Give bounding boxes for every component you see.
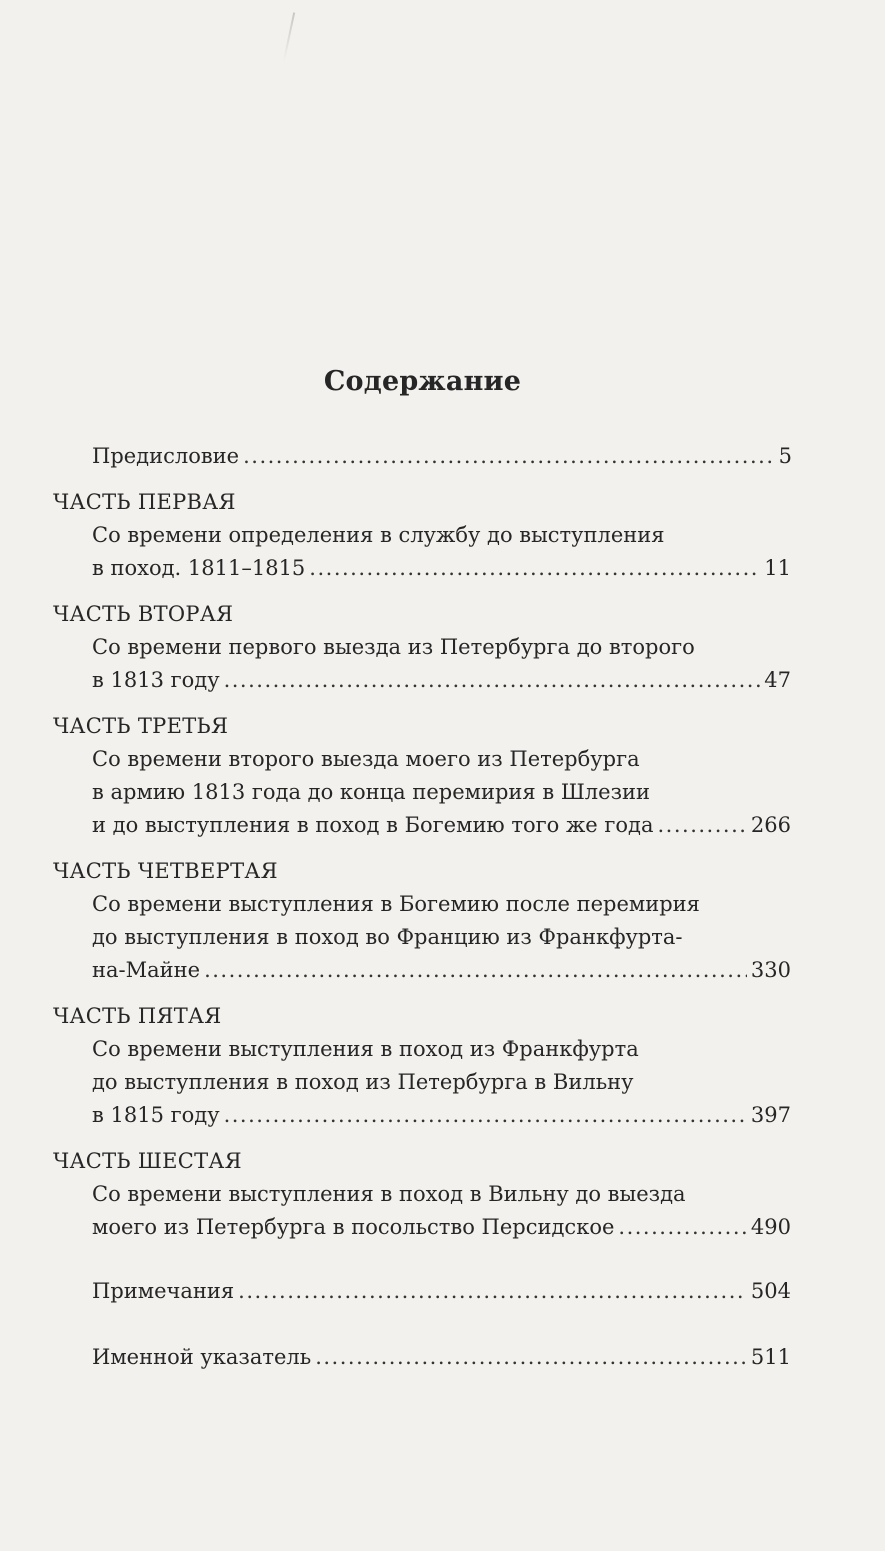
toc-entry-page: 504: [750, 1279, 791, 1303]
toc-part-4-line-1: Со времени выступления в Богемию после перемирия: [92, 892, 700, 916]
toc-entry-title: в поход. 1811–1815: [92, 556, 306, 580]
toc-entry-title: в 1813 году: [92, 668, 220, 692]
toc-entry-title: на-Майне: [92, 958, 201, 982]
toc-entry-page: 397: [750, 1103, 791, 1127]
toc-entry-page: 511: [750, 1345, 791, 1369]
toc-entry-page: 47: [764, 668, 791, 692]
toc-part-5-line-1: Со времени выступления в поход из Франкфурта: [92, 1037, 639, 1061]
toc-entry-page: 11: [764, 556, 791, 580]
toc-entry-part-6: [92, 1212, 791, 1242]
toc-leader-dots: [224, 665, 761, 695]
toc-leader-dots: [224, 1100, 747, 1130]
toc-leader-dots: [309, 553, 760, 583]
toc-part-1-line-1: Со времени определения в службу до выступления: [92, 523, 665, 547]
toc-part-6-label: ЧАСТЬ ШЕСТАЯ: [53, 1149, 242, 1173]
toc-leader-dots: [204, 955, 747, 985]
toc-part-2-label: ЧАСТЬ ВТОРАЯ: [53, 602, 234, 626]
toc-part-4-line-2: до выступления в поход во Францию из Франкфурта-: [92, 925, 683, 949]
toc-entry-part-1: [92, 553, 791, 583]
toc-part-3-line-1: Со времени второго выезда моего из Петербурга: [92, 747, 640, 771]
toc-title: Содержание: [323, 366, 522, 397]
toc-part-3-line-2: в армию 1813 года до конца перемирия в Шлезии: [92, 780, 651, 804]
toc-entry-part-2: [92, 665, 791, 695]
toc-part-6-line-1: Со времени выступления в поход в Вильну до выезда: [92, 1182, 686, 1206]
toc-entry-page: 330: [750, 958, 791, 982]
toc-entry-title: Именной указатель: [92, 1345, 312, 1369]
page-scratch-mark: [283, 12, 295, 61]
toc-leader-dots: [243, 441, 775, 471]
toc-leader-dots: [315, 1342, 747, 1372]
toc-entry-title: моего из Петербурга в посольство Персидское: [92, 1215, 615, 1239]
toc-part-5-label: ЧАСТЬ ПЯТАЯ: [53, 1004, 222, 1028]
toc-entry-page: 5: [778, 444, 792, 468]
toc-leader-dots: [618, 1212, 747, 1242]
toc-part-5-line-2: до выступления в поход из Петербурга в Вильну: [92, 1070, 634, 1094]
toc-entry-title: и до выступления в поход в Богемию того же года: [92, 813, 654, 837]
toc-leader-dots: [238, 1276, 747, 1306]
toc-entry-index: [92, 1342, 791, 1372]
toc-part-1-label: ЧАСТЬ ПЕРВАЯ: [53, 490, 236, 514]
toc-entry-part-4: [92, 955, 791, 985]
toc-entry-page: 490: [750, 1215, 791, 1239]
toc-entry-notes: [92, 1276, 791, 1306]
toc-entry-page: 266: [750, 813, 791, 837]
toc-part-3-label: ЧАСТЬ ТРЕТЬЯ: [53, 714, 229, 738]
toc-part-4-label: ЧАСТЬ ЧЕТВЕРТАЯ: [53, 859, 278, 883]
toc-entry-title: Предисловие: [92, 444, 240, 468]
toc-entry-preface: [92, 441, 792, 471]
toc-entry-part-5: [92, 1100, 791, 1130]
toc-leader-dots: [658, 810, 747, 840]
toc-entry-part-3: [92, 810, 791, 840]
toc-entry-title: Примечания: [92, 1279, 235, 1303]
toc-part-2-line-1: Со времени первого выезда из Петербурга до второго: [92, 635, 695, 659]
toc-entry-title: в 1815 году: [92, 1103, 220, 1127]
